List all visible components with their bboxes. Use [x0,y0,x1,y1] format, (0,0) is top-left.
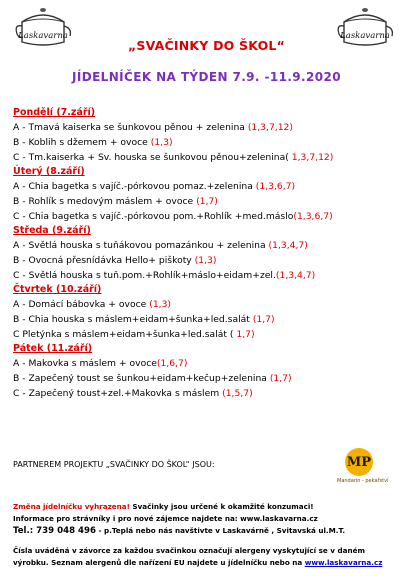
menu-item [13,253,409,268]
menu-item-text: A - Světlá houska s tuňákovou pomazánkou + zelenina [13,240,269,251]
menu-item [13,179,409,194]
footer-allergen-list [13,558,405,567]
allergens: (1,3) [194,255,217,266]
menu-item-text: B - Rohlík s medovým máslem + ovoce [13,196,197,207]
menu-item [13,312,409,327]
menu-item-text: C - Tm.kaiserka + Sv. houska se šunkovou pěnou+zelenina( [13,152,292,163]
menu-item-text: C Pletýnka s máslem+eidam+šunka+led.salát ( [13,329,237,340]
day-section [13,165,409,224]
menu-days [13,106,409,401]
partner-logo [337,448,389,490]
contact-text: - p.Teplá nebo nás navštivte v Laskavárně , Svitavská ul.M.T. [96,526,346,535]
menu-item [13,135,409,150]
allergens: (1,7) [196,196,218,207]
allergens: (1,7) [269,373,292,384]
change-reserved-text: Změna jídelníčku vyhrazena! [13,502,130,511]
day-heading: Středa (9.září) [13,225,91,236]
footer-allergen-note: Čísla uváděná v závorce za každou svačinkou označují alergeny vyskytující se v daném [13,546,365,555]
menu-item [13,268,409,283]
allergens: (1,3) [150,137,173,148]
menu-item-text: A - Tmavá kaiserka se šunkovou pěnou + zelenina [13,122,248,133]
day-section [13,342,409,401]
page-title: „SVAČINKY DO ŠKOL“ [128,38,285,53]
menu-item [13,356,409,371]
allergens: (1,3,7,12) [247,122,293,133]
menu-item-text: A - Makovka s máslem + ovoce [13,358,157,369]
day-section [13,283,409,342]
day-heading: Pátek (11.září) [13,343,93,354]
menu-week-subtitle: JÍDELNÍČEK NA TÝDEN 7.9. -11.9.2020 [71,70,342,84]
menu-item-text: A - Chia bagetka s vajíč.-pórkovou pomaz.+zelenina [13,181,256,192]
phone-text: Tel.: 739 048 496 [13,526,96,536]
menu-item [13,194,409,209]
menu-item-text: C - Světlá houska s tuň.pom.+Rohlík+máslo+eidam+zel. [13,270,276,281]
menu-item-text: B - Zapečený toust se šunkou+eidam+kečup+zelenina [13,373,270,384]
day-heading: Pondělí (7.září) [13,107,96,118]
partner-logo-caption: Mandarin - pekařství [337,478,389,484]
menu-item [13,120,409,135]
allergens: (1,3,4,7) [275,270,316,281]
footer-info [13,514,405,523]
day-heading: Čtvrtek (10.září) [13,284,102,295]
menu-item [13,238,409,253]
day-section [13,106,409,165]
menu-item [13,327,409,342]
website-text: www.laskavarna.cz [240,514,318,523]
menu-item-text: C - Zapečený toust+zel.+Makovka s máslem [13,388,223,399]
allergens: (1,3) [149,299,172,310]
website-link[interactable]: www.laskavarna.cz [304,558,383,567]
allergens: (1,6,7) [156,358,188,369]
menu-item-text: B - Koblih s džemem + ovoce [13,137,151,148]
menu-item [13,297,409,312]
menu-item-text: B - Chia houska s máslem+eidam+šunka+led.salát [13,314,253,325]
menu-item [13,386,409,401]
allergens: (1,3,6,7) [255,181,296,192]
menu-item-text: A - Domácí bábovka + ovoce [13,299,150,310]
partner-text: PARTNEREM PROJEKTU „SVAČINKY DO ŠKOL“ JSOU: [13,460,215,469]
allergens: (1,5,7) [222,388,253,399]
menu-item-text: C - Chia bagetka s vajíč.-pórkovou pom.+Rohlík +med.máslo [13,211,294,222]
info-text: Informace pro strávníky i pro nové zájemce najdete na: [13,514,241,523]
logo-text: Laskavarna [340,31,390,41]
partner-logo-badge: MP [345,448,373,476]
day-heading: Úterý (8.září) [13,166,85,177]
footer-contact [13,526,405,536]
logo-text: Laskavarna [18,31,68,41]
menu-item [13,209,409,224]
day-section [13,224,409,283]
allergens: (1,3,4,7) [268,240,308,251]
consumption-note: Svačinky jsou určené k okamžité konzumaci! [129,502,314,511]
menu-item [13,371,409,386]
allergens: (1,3,6,7) [293,211,333,222]
allergens: (1,7) [252,314,275,325]
allergen-list-text: výrobku. Seznam alergenů dle nařízení EU najdete u jídelníčku nebo na [13,558,305,567]
footer-notice [13,502,405,511]
allergens: 1,3,7,12) [291,152,334,163]
allergens: 1,7) [236,329,255,340]
menu-item [13,150,409,165]
menu-item-text: B - Ovocná přesnídávka Hello+ piškoty [13,255,195,266]
